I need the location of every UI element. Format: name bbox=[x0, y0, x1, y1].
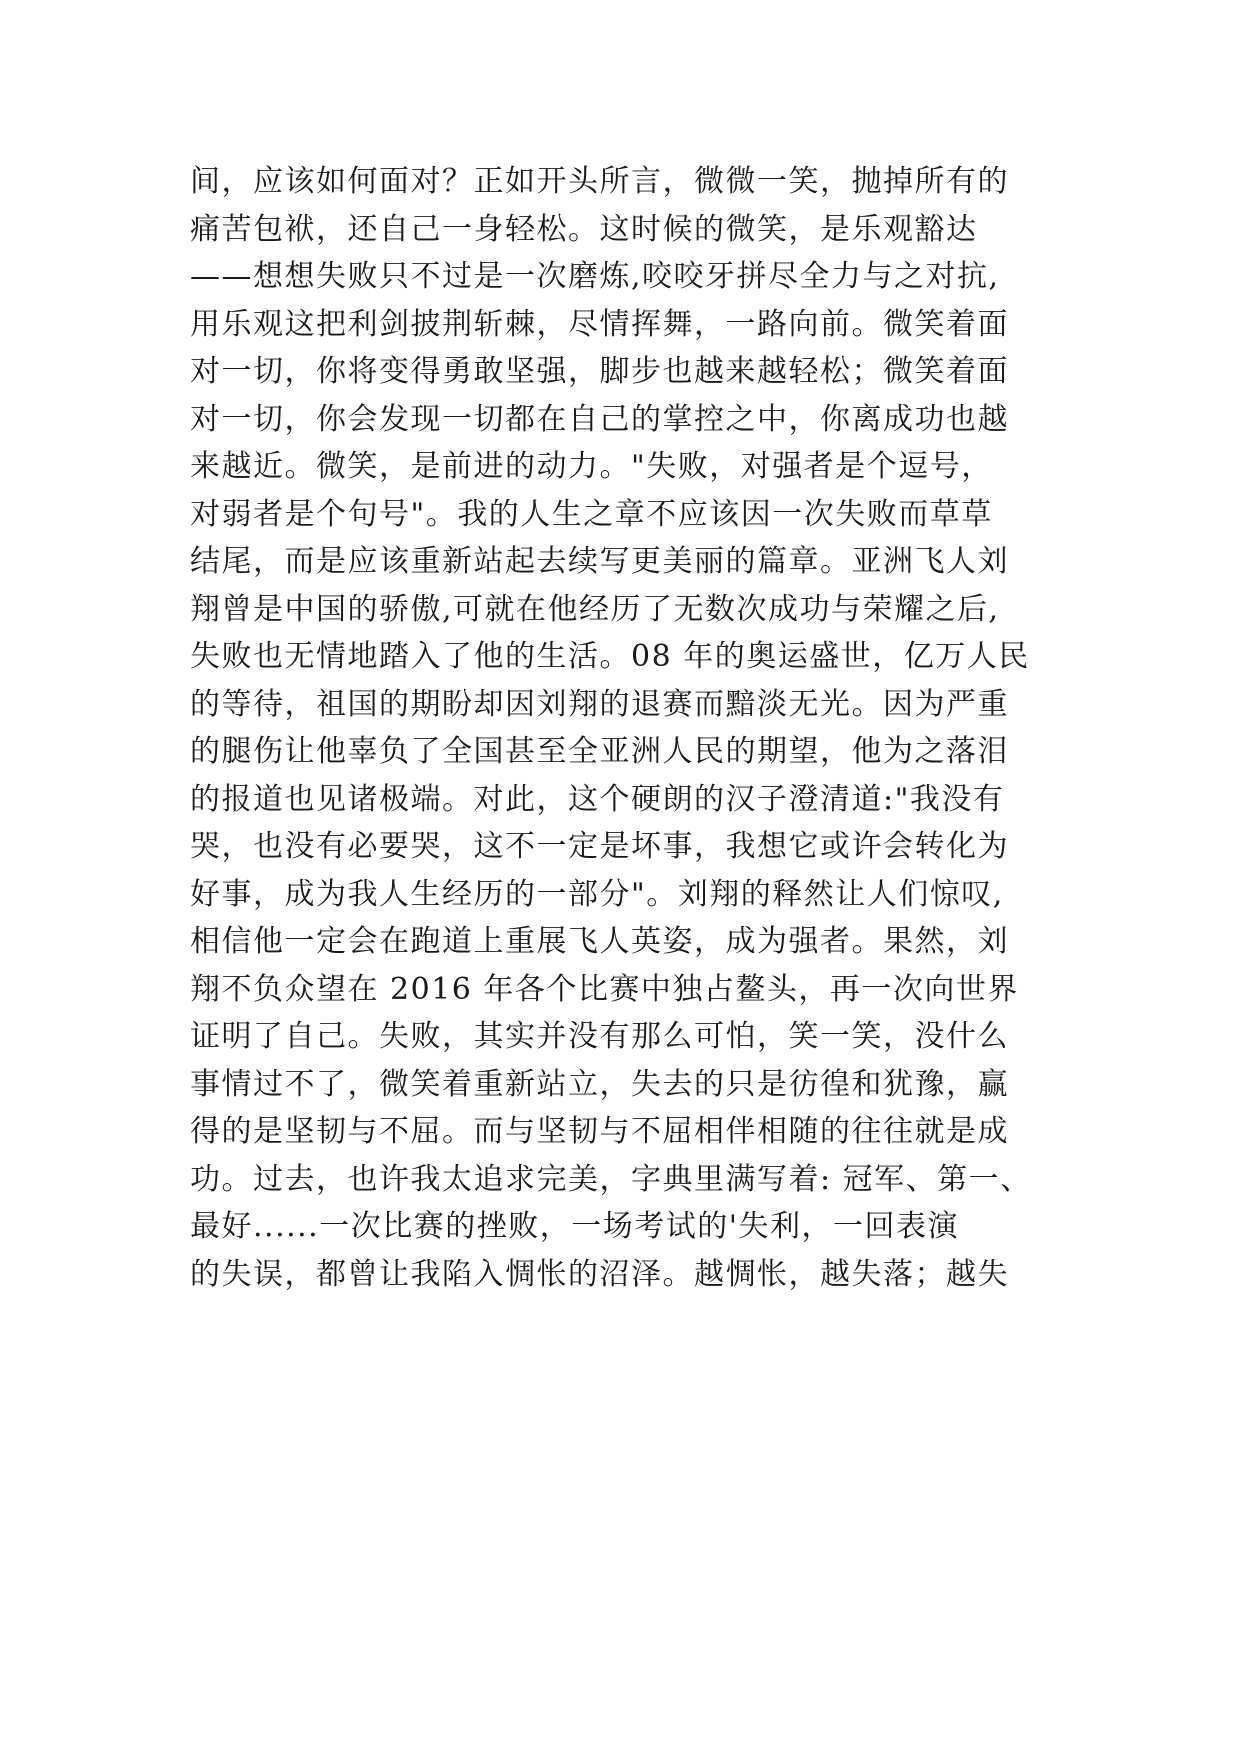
text-line: 得的是坚韧与不屈。而与坚韧与不屈相伴相随的往往就是成 bbox=[190, 1114, 1009, 1149]
body-text bbox=[190, 158, 1070, 1298]
text-line: 证明了自己。失败，其实并没有那么可怕，笑一笑，没什么 bbox=[190, 1019, 1009, 1054]
text-line: 痛苦包袱，还自己一身轻松。这时候的微笑，是乐观豁达 bbox=[190, 211, 978, 247]
text-line: 失败也无情地踏入了他的生活。08 年的奥运盛世，亿万人民 bbox=[190, 639, 1030, 674]
text-line: 的腿伤让他辜负了全国甚至全亚洲人民的期望，他为之落泪 bbox=[190, 734, 1009, 769]
text-line: 哭，也没有必要哭，这不一定是坏事，我想它或许会转化为 bbox=[190, 829, 1009, 864]
text-line: 事情过不了，微笑着重新站立，失去的只是彷徨和犹豫，赢 bbox=[190, 1066, 1009, 1102]
text-line: 翔曾是中国的骄傲,可就在他经历了无数次成功与荣耀之后, bbox=[190, 591, 1000, 627]
text-line: 好事，成为我人生经历的一部分"。刘翔的释然让人们惊叹, bbox=[190, 876, 1004, 912]
text-line: 来越近。微笑，是前进的动力。"失败，对强者是个逗号， bbox=[190, 449, 993, 484]
text-line: 结尾，而是应该重新站起去续写更美丽的篇章。亚洲飞人刘 bbox=[190, 544, 1009, 579]
text-line: 功。过去，也许我太追求完美，字典里满写着: 冠军、第一、 bbox=[190, 1161, 1032, 1197]
text-line: 对一切，你将变得勇敢坚强，脚步也越来越轻松；微笑着面 bbox=[190, 354, 1009, 389]
text-line: 的报道也见诸极端。对此，这个硬朗的汉子澄清道:"我没有 bbox=[190, 781, 1005, 817]
text-line: 用乐观这把利剑披荆斩棘，尽情挥舞，一路向前。微笑着面 bbox=[190, 306, 1009, 342]
text-line: 对弱者是个句号"。我的人生之章不应该因一次失败而草草 bbox=[190, 496, 993, 532]
text-line: 翔不负众望在 2016 年各个比赛中独占鳌头，再一次向世界 bbox=[190, 971, 1019, 1007]
text-line: 对一切，你会发现一切都在自己的掌控之中，你离成功也越 bbox=[190, 401, 1009, 437]
text-line: 的等待，祖国的期盼却因刘翔的退赛而黯淡无光。因为严重 bbox=[190, 686, 1009, 722]
text-line: 间，应该如何面对？正如开头所言，微微一笑，抛掉所有的 bbox=[190, 164, 1009, 199]
text-line: ——想想失败只不过是一次磨炼,咬咬牙拼尽全力与之对抗, bbox=[190, 259, 1000, 294]
text-line: 相信他一定会在跑道上重展飞人英姿，成为强者。果然，刘 bbox=[190, 924, 1009, 959]
text-line: 的失误，都曾让我陷入惆怅的沼泽。越惆怅，越失落；越失 bbox=[190, 1256, 1009, 1292]
text-line: 最好......一次比赛的挫败，一场考试的'失利，一回表演 bbox=[190, 1209, 959, 1244]
